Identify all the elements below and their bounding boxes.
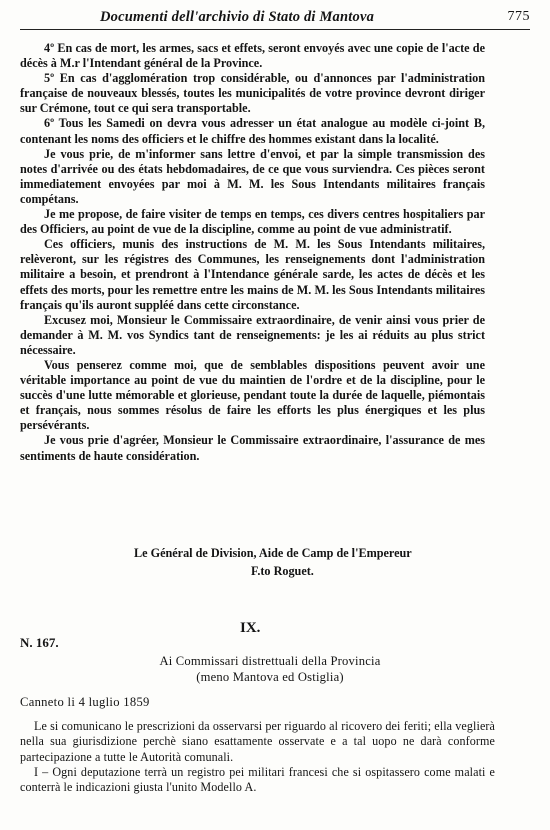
paragraph: Vous penserez comme moi, que de semblables dispositions peuvent avoir une véritable importance au point de vue du maintien de l'ordre et de la discipline, pour le succès d'une lutte mémorable et glorieuse, pendant toute la durée de laquelle, piémontais et français, nous sommes résolus de faire les efforts les plus énergiques et les plus persévérants. bbox=[20, 357, 485, 433]
addressee-line: Ai Commissari distrettuali della Provincia bbox=[159, 654, 381, 668]
paragraph: 4º En cas de mort, les armes, sacs et effets, seront envoyés avec une copie de l'acte de décès à M.r l'Intendant général de la Province. bbox=[20, 41, 485, 71]
addressee bbox=[120, 653, 420, 685]
paragraph: Le si comunicano le prescrizioni da osservarsi per riguardo al ricovero dei feriti; ella veglierà nella sua giurisdizione perchè siano esattamente osservate e a tal uopo ne darà conforme partecipazione a tutte le Autorità comunali. bbox=[20, 719, 496, 764]
running-title: Documenti dell'archivio di Stato di Mantova bbox=[100, 9, 375, 25]
section-number: IX. bbox=[240, 620, 261, 636]
italian-document-body bbox=[20, 719, 495, 795]
paragraph: I – Ogni deputazione terrà un registro pei militari francesi che si ospitassero come malati e conterrà le indicazioni giusta l'unito Modello A. bbox=[20, 764, 495, 795]
document-number: N. 167. bbox=[20, 635, 59, 650]
paragraph: Je vous prie, de m'informer sans lettre d'envoi, et par la simple transmission des notes d'arrivée ou des états hebdomadaires, de ce que vous surviendra. Ces pièces seront immediatement envoyées par moi à M. M. les Sous Intendants militaires français compétans. bbox=[20, 146, 485, 206]
page-header bbox=[20, 9, 530, 30]
addressee-line: (meno Mantova ed Ostiglia) bbox=[196, 670, 344, 684]
signature-title: Le Général de Division, Aide de Camp de l'Empereur bbox=[134, 546, 412, 560]
french-letter-body bbox=[20, 41, 485, 464]
paragraph: 5º En cas d'agglomération trop considérable, ou d'annonces par l'administration française de nouveaux blessés, toutes les municipalités de votre province devront diriger sur Crémone, tout ce qui sera transportable. bbox=[20, 71, 485, 116]
paragraph: Je me propose, de faire visiter de temps en temps, ces divers centres hospitaliers par des Officiers, au point de vue de la discipline, comme au point de vue administratif. bbox=[20, 207, 485, 237]
paragraph: Je vous prie d'agréer, Monsieur le Commissaire extraordinaire, l'assurance de mes sentiments de haute considération. bbox=[20, 433, 485, 463]
paragraph: 6º Tous les Samedi on devra vous adresser un état analogue au modèle ci-joint B, contenant les noms des officiers et le chiffre des hommes existant dans la localité. bbox=[20, 116, 485, 146]
dateline: Canneto li 4 luglio 1859 bbox=[20, 695, 150, 709]
signature-name: F.to Roguet. bbox=[251, 564, 314, 578]
paragraph: Ces officiers, munis des instructions de M. M. les Sous Intendants militaires, relèveront, sur les régistres des Communes, les renseignements dont l'administration militaire a besoin, et prendront à l'Intendance générale sarde, les actes de décès et les effets des morts, pour les remettre entre les mains de M. M. les Sous Intendants militaires français qu'ils auront suppléé dans cette circonstance. bbox=[20, 237, 485, 312]
paragraph: Excusez moi, Monsieur le Commissaire extraordinaire, de venir ainsi vous prier de demander à M. M. vos Syndics tant de renseignements: je les ai réduits au plus strict nécessaire. bbox=[20, 312, 485, 357]
page-number: 775 bbox=[507, 9, 530, 24]
